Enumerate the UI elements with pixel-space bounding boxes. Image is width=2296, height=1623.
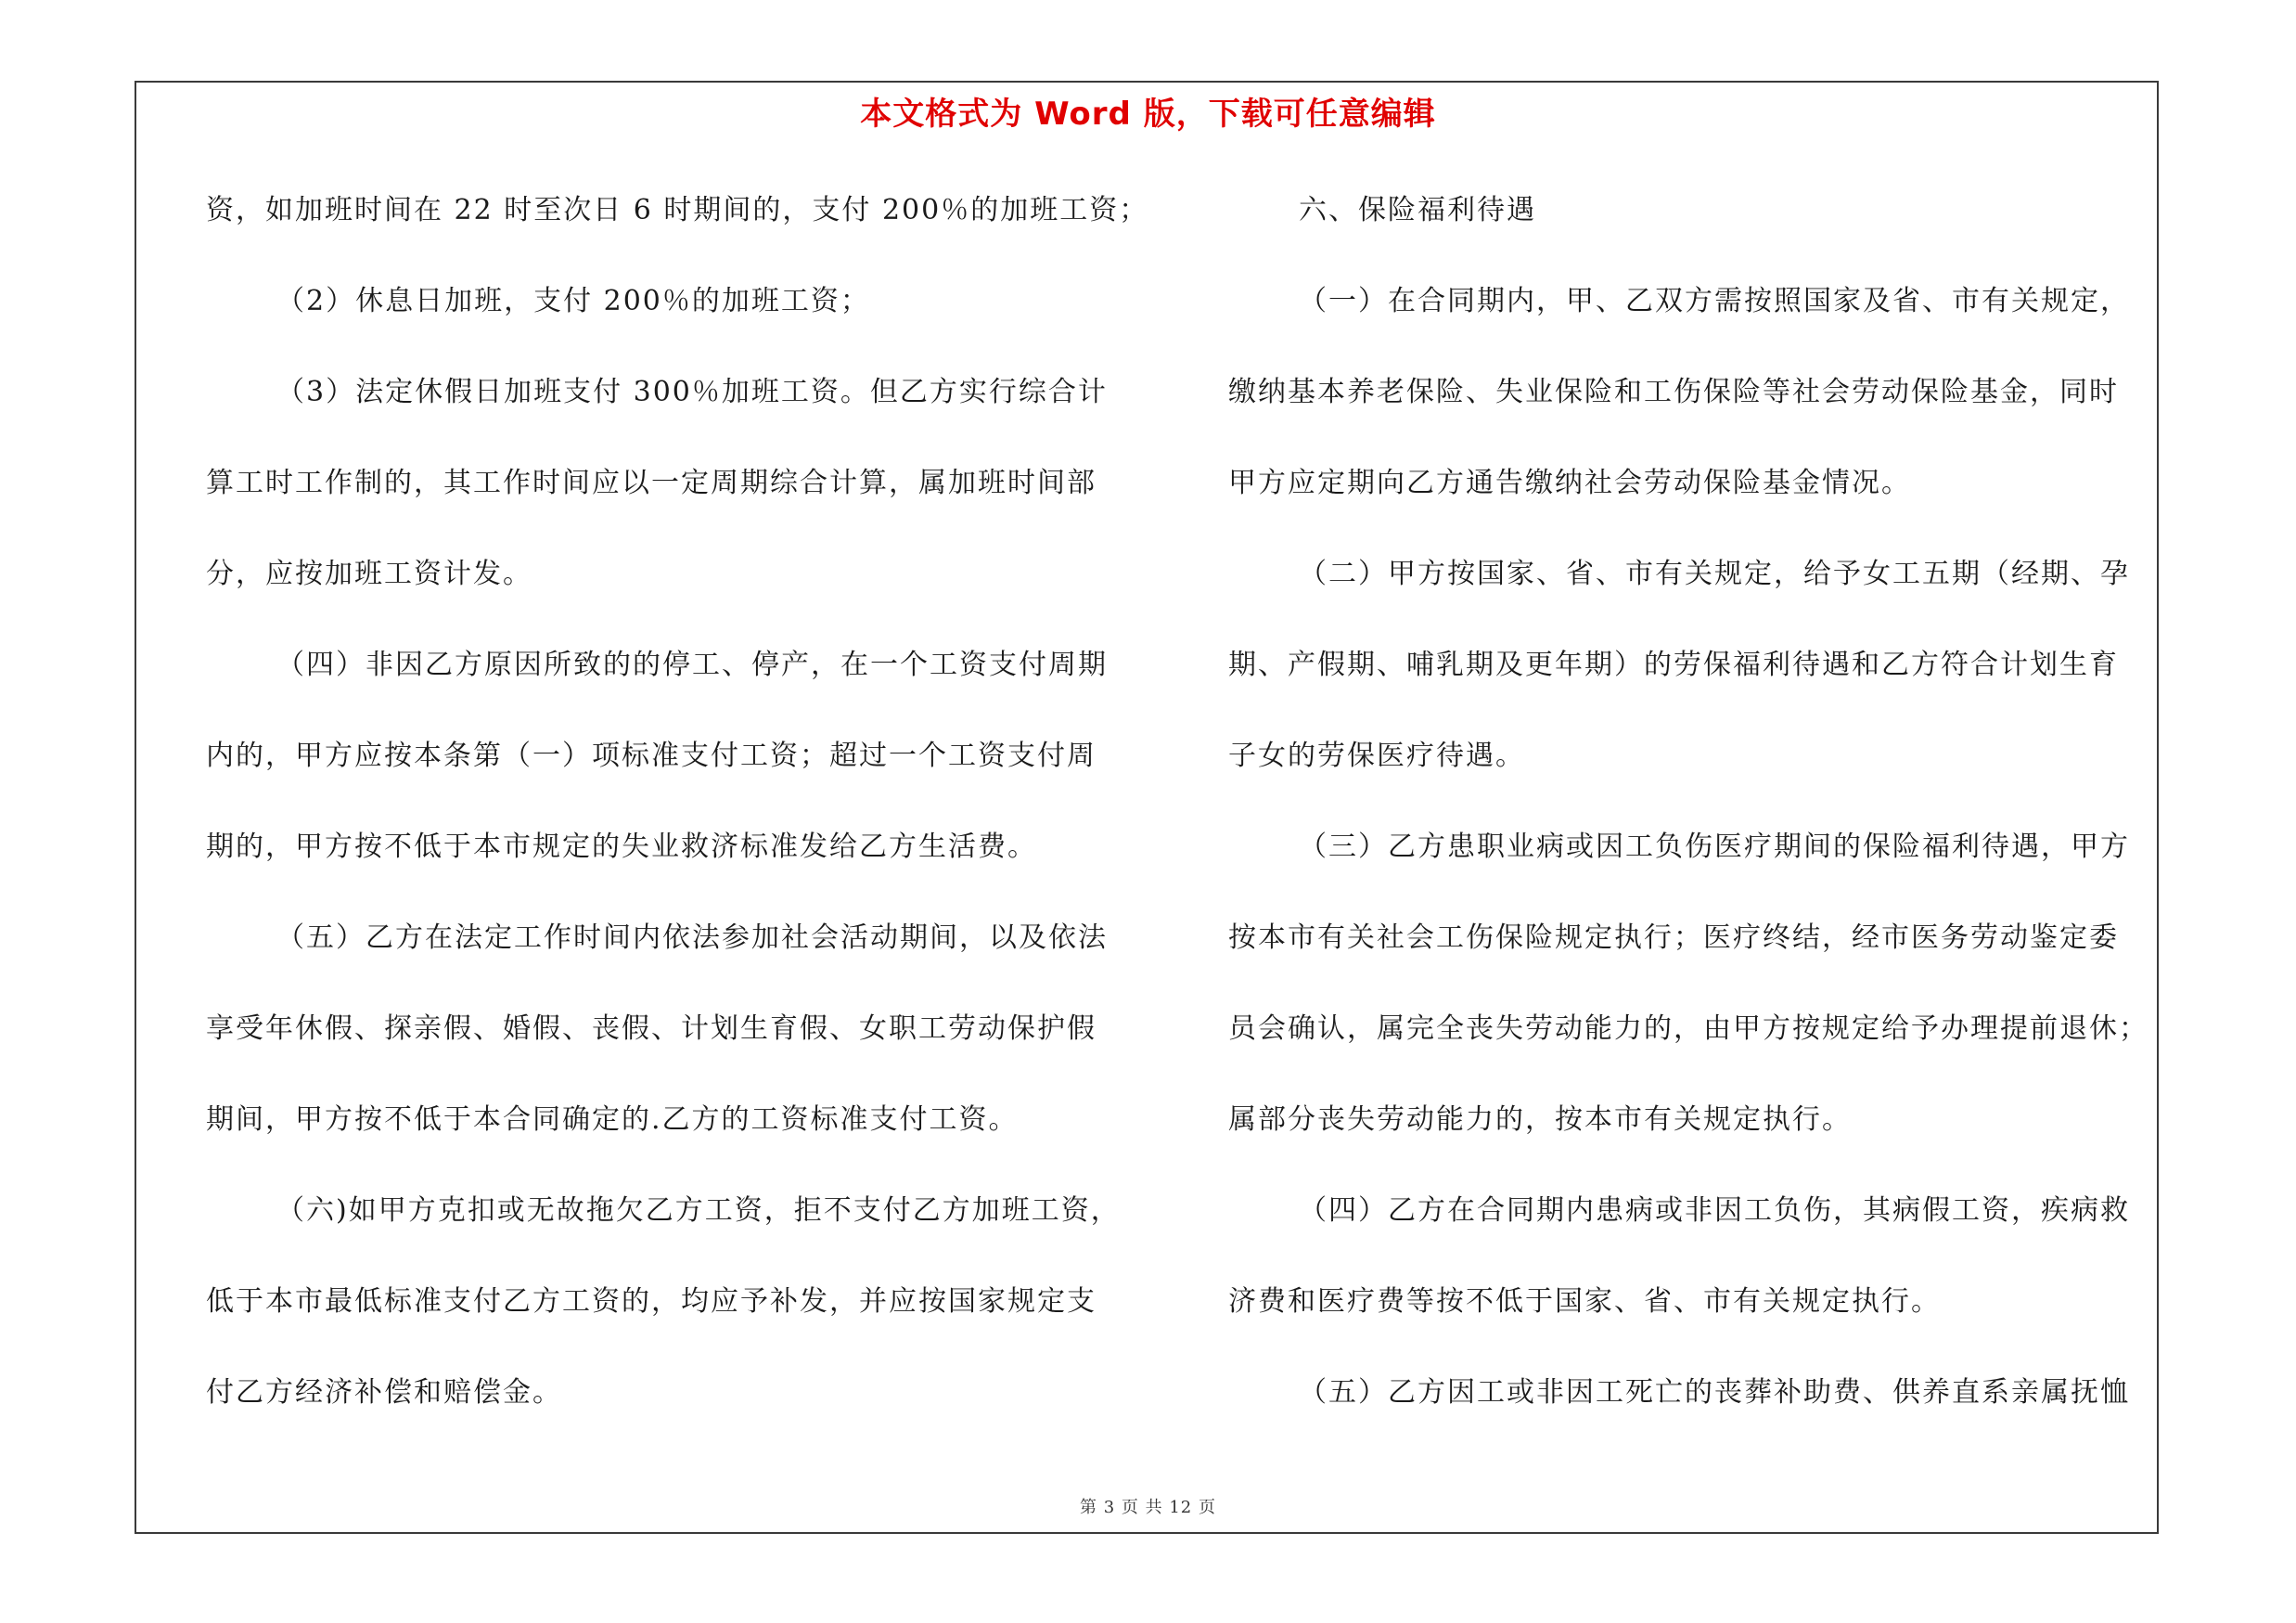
page-number-footer: 第 3 页 共 12 页 bbox=[1080, 1498, 1216, 1517]
text-line: 按本市有关社会工伤保险规定执行；医疗终结，经市医务劳动鉴定委 bbox=[1228, 921, 2119, 954]
text-line: 期间，甲方按不低于本合同确定的.乙方的工资标准支付工资。 bbox=[206, 1103, 1019, 1136]
text-line: 算工时工作制的，其工作时间应以一定周期综合计算，属加班时间部 bbox=[206, 467, 1097, 499]
text-line: 属部分丧失劳动能力的，按本市有关规定执行。 bbox=[1228, 1103, 1852, 1136]
text-line: 分，应按加班工资计发。 bbox=[206, 558, 532, 590]
text-line: 期、产假期、哺乳期及更年期）的劳保福利待遇和乙方符合计划生育 bbox=[1228, 649, 2119, 681]
text-line: 期的，甲方按不低于本市规定的失业救济标准发给乙方生活费。 bbox=[206, 831, 1037, 863]
text-line: 员会确认，属完全丧失劳动能力的，由甲方按规定给予办理提前退休； bbox=[1228, 1012, 2148, 1045]
text-line: （一）在合同期内，甲、乙双方需按照国家及省、市有关规定， bbox=[1299, 285, 2130, 317]
text-line: 资，如加班时间在 22 时至次日 6 时期间的，支付 200％的加班工资； bbox=[206, 194, 1149, 226]
text-line: 子女的劳保医疗待遇。 bbox=[1228, 740, 1525, 772]
text-line: （三）乙方患职业病或因工负伤医疗期间的保险福利待遇，甲方 bbox=[1299, 831, 2130, 863]
edit-notice-banner: 本文格式为 Word 版，下载可任意编辑 bbox=[860, 96, 1436, 133]
text-line: 低于本市最低标准支付乙方工资的，均应予补发，并应按国家规定支 bbox=[206, 1285, 1097, 1318]
text-line: 付乙方经济补偿和赔偿金。 bbox=[206, 1376, 562, 1409]
text-line: 享受年休假、探亲假、婚假、丧假、计划生育假、女职工劳动保护假 bbox=[206, 1012, 1097, 1045]
right-text-column bbox=[1228, 182, 2148, 1455]
text-line: （二）甲方按国家、省、市有关规定，给予女工五期（经期、孕 bbox=[1299, 558, 2130, 590]
text-line: 六、保险福利待遇 bbox=[1299, 194, 1536, 226]
text-line: （六)如甲方克扣或无故拖欠乙方工资，拒不支付乙方加班工资， bbox=[276, 1194, 1121, 1227]
text-line: 济费和医疗费等按不低于国家、省、市有关规定执行。 bbox=[1228, 1285, 1941, 1318]
text-line: （3）法定休假日加班支付 300％加班工资。但乙方实行综合计 bbox=[276, 376, 1108, 408]
text-line: （四）乙方在合同期内患病或非因工负伤，其病假工资，疾病救 bbox=[1299, 1194, 2130, 1227]
left-text-column bbox=[206, 182, 1149, 1455]
text-line: （五）乙方因工或非因工死亡的丧葬补助费、供养直系亲属抚恤 bbox=[1299, 1376, 2130, 1409]
text-line: （四）非因乙方原因所致的的停工、停产，在一个工资支付周期 bbox=[276, 649, 1108, 681]
text-line: （2）休息日加班，支付 200％的加班工资； bbox=[276, 285, 870, 317]
text-line: 缴纳基本养老保险、失业保险和工伤保险等社会劳动保险基金，同时 bbox=[1228, 376, 2119, 408]
text-line: （五）乙方在法定工作时间内依法参加社会活动期间，以及依法 bbox=[276, 921, 1108, 954]
text-line: 甲方应定期向乙方通告缴纳社会劳动保险基金情况。 bbox=[1228, 467, 1911, 499]
text-line: 内的，甲方应按本条第（一）项标准支付工资；超过一个工资支付周 bbox=[206, 740, 1097, 772]
